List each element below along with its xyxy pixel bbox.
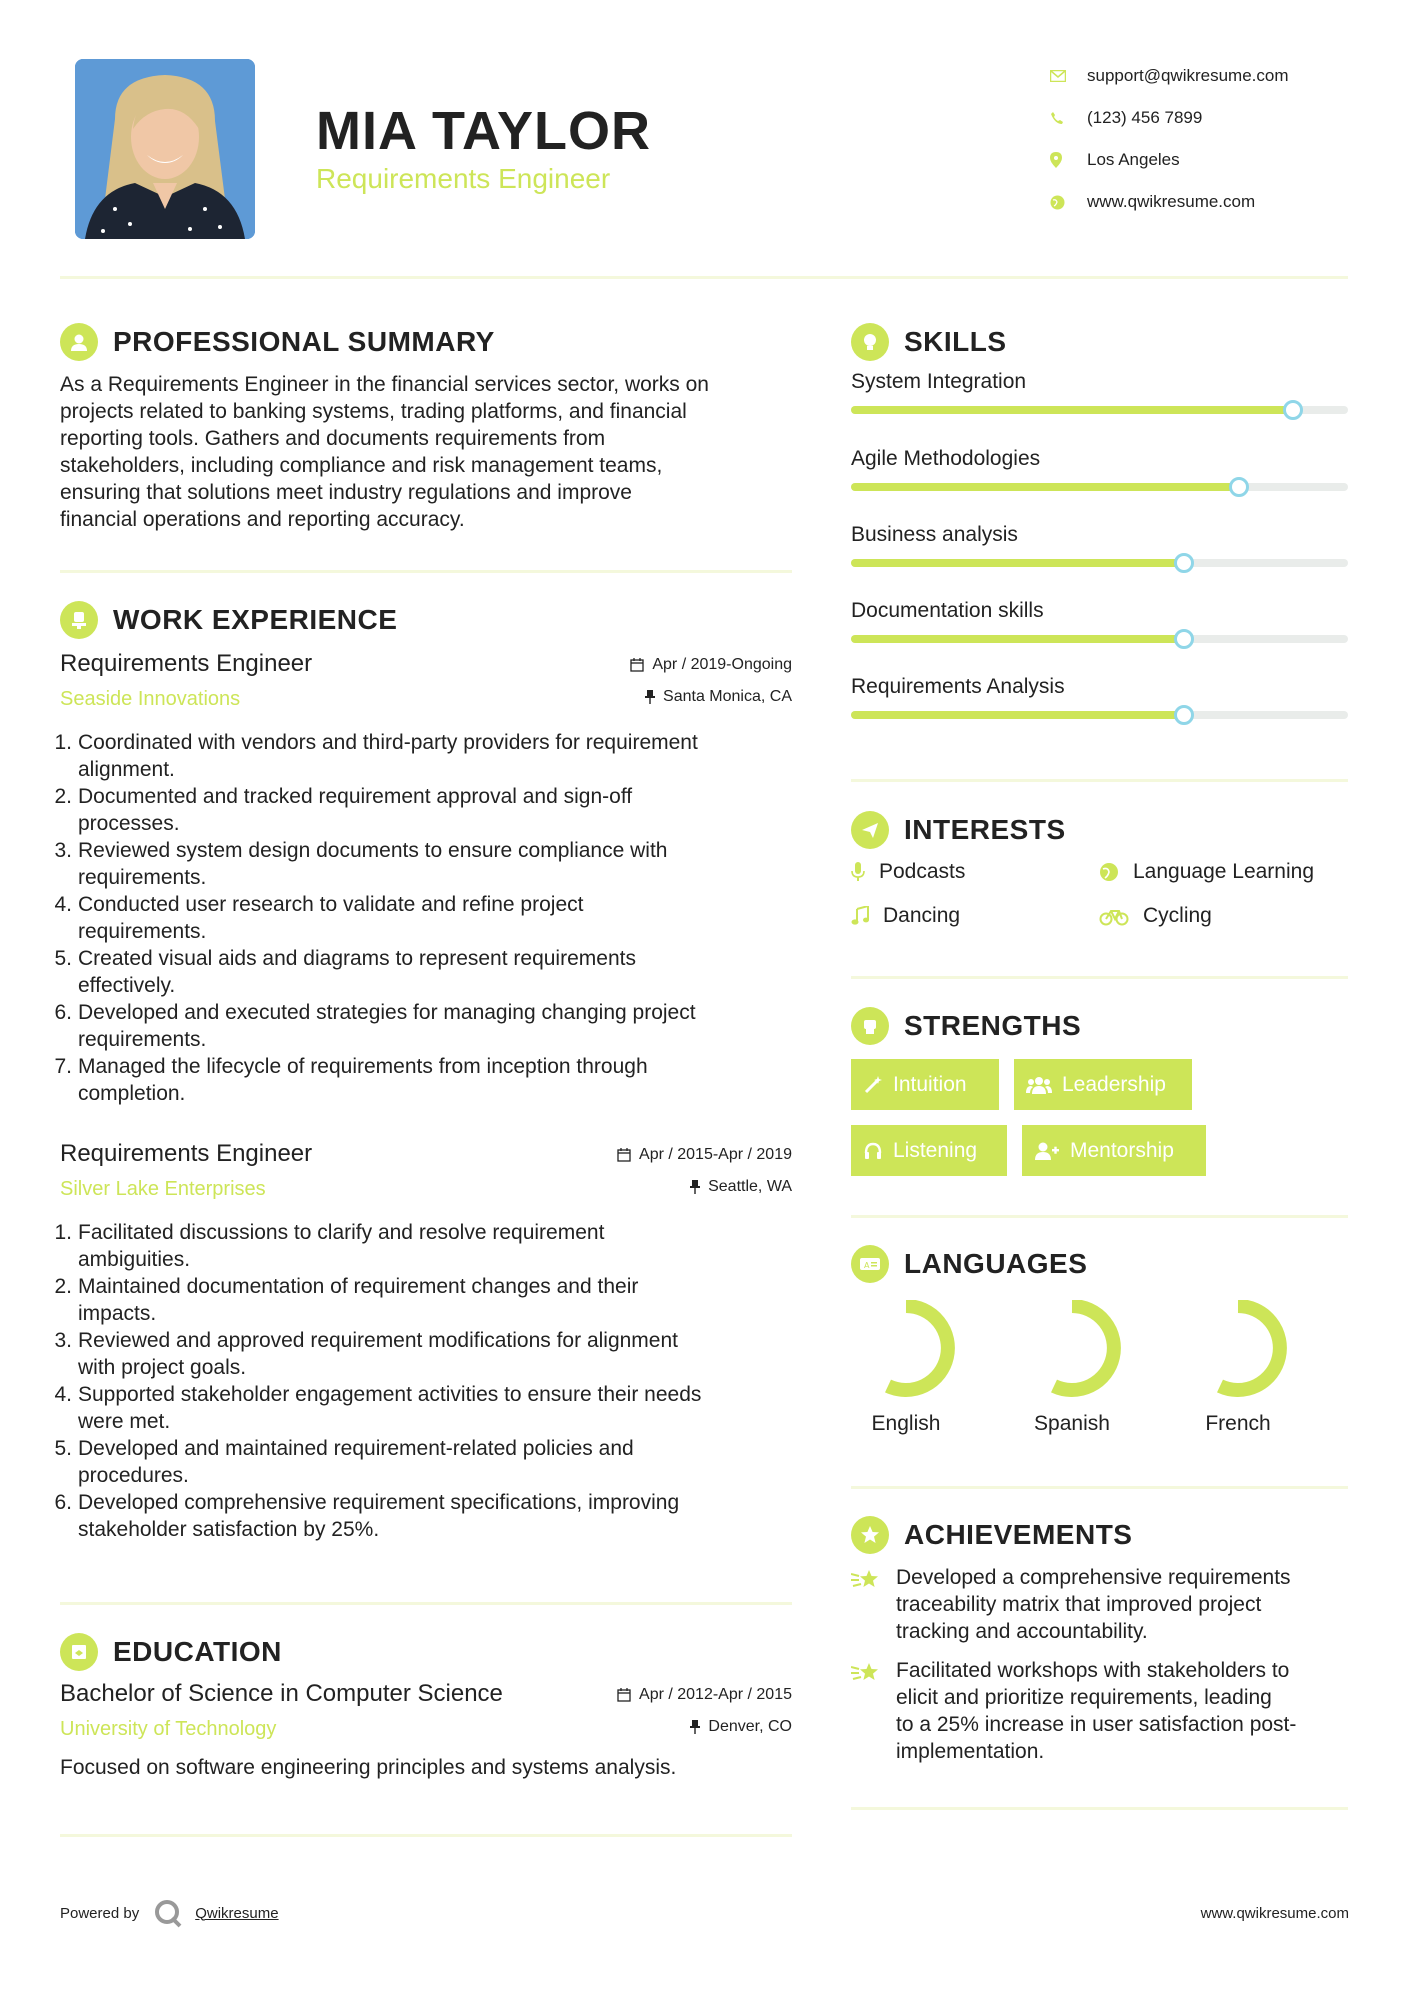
education-heading <box>60 1633 282 1671</box>
language-item <box>1012 1300 1132 1450</box>
strength-label: Leadership <box>1062 1072 1166 1096</box>
job-date <box>630 656 792 674</box>
user-plus-icon <box>1034 1141 1060 1161</box>
music-note-icon <box>851 906 869 926</box>
education-location-text: Denver, CO <box>708 1718 792 1735</box>
interest-item <box>1099 860 1314 884</box>
powered-by-text: Powered by <box>60 1904 140 1922</box>
skill-label: Requirements Analysis <box>851 675 1065 698</box>
list-item: 6. Developed and executed strategies for managing changing project requirements. <box>54 1001 696 1051</box>
interests-title: INTERESTS <box>904 814 1066 845</box>
skill-label: Business analysis <box>851 523 1018 546</box>
section-divider <box>851 779 1348 782</box>
list-item: 7. Managed the lifecycle of requirements from inception through completion. <box>54 1055 648 1105</box>
qwikresume-logo-icon <box>153 1898 183 1928</box>
languages-heading <box>851 1245 1087 1283</box>
strength-badge <box>1022 1125 1206 1176</box>
section-divider <box>851 976 1348 979</box>
interest-label: Cycling <box>1143 904 1212 927</box>
achievements-heading <box>851 1516 1132 1554</box>
education-entry <box>60 1680 792 1790</box>
education-date <box>617 1686 792 1704</box>
interests-heading <box>851 811 1066 849</box>
skill-level-fill <box>851 483 1239 491</box>
footer-website[interactable]: www.qwikresume.com <box>1200 1905 1349 1922</box>
envelope-icon <box>1050 70 1087 82</box>
list-item: 1. Coordinated with vendors and third-party providers for requirement alignment. <box>54 731 698 781</box>
education-location <box>690 1718 792 1736</box>
pushpin-icon <box>690 1720 700 1734</box>
skill-track <box>851 559 1348 567</box>
contact-phone[interactable] <box>1050 97 1370 139</box>
globe-icon <box>1099 862 1119 882</box>
section-divider <box>60 1834 792 1837</box>
job-date-text: Apr / 2015-Apr / 2019 <box>639 1146 792 1163</box>
contact-email-text: support@qwikresume.com <box>1087 66 1289 85</box>
skills-heading <box>851 323 1007 361</box>
skill-track <box>851 635 1348 643</box>
language-label: Spanish <box>1034 1412 1110 1435</box>
section-divider <box>60 570 792 573</box>
list-item: 4. Conducted user research to validate and refine project requirements. <box>54 893 584 943</box>
bicycle-icon <box>1099 906 1129 926</box>
calendar-icon <box>617 1148 631 1162</box>
lightbulb-icon <box>851 323 889 361</box>
header-divider <box>60 276 1348 279</box>
languages-title: LANGUAGES <box>904 1248 1088 1279</box>
candidate-name: MIA TAYLOR <box>316 101 652 161</box>
achievement-line: tracking and accountability. <box>896 1620 1148 1643</box>
skill-label: Agile Methodologies <box>851 447 1041 470</box>
strength-badge <box>851 1059 999 1110</box>
qwikresume-link[interactable]: Qwikresume <box>195 1904 279 1922</box>
skill-slider-knob <box>1174 629 1194 649</box>
section-divider <box>851 1215 1348 1218</box>
achievement-line: implementation. <box>896 1740 1045 1763</box>
education-date-text: Apr / 2012-Apr / 2015 <box>639 1686 792 1703</box>
list-item: 2. Documented and tracked requirement approval and sign-off processes. <box>54 785 633 835</box>
job-title: Requirements Engineer <box>60 1140 313 1167</box>
users-icon <box>1026 1075 1052 1095</box>
skill-item <box>851 447 1348 497</box>
list-item: 2. Maintained documentation of requirement changes and their impacts. <box>54 1275 639 1325</box>
skill-label: System Integration <box>851 370 1027 393</box>
interest-item <box>1099 904 1212 928</box>
job-location <box>645 688 792 706</box>
summary-line: ensuring that solutions meet industry regulations and improve <box>60 481 632 504</box>
job-company: Silver Lake Enterprises <box>60 1178 266 1200</box>
section-divider <box>851 1807 1348 1810</box>
skill-item <box>851 675 1348 725</box>
job-title: Requirements Engineer <box>60 650 313 677</box>
job-date-text: Apr / 2019-Ongoing <box>652 656 792 673</box>
contact-website-text: www.qwikresume.com <box>1087 192 1256 211</box>
calendar-icon <box>617 1688 631 1702</box>
education-title: EDUCATION <box>113 1636 282 1667</box>
skill-item <box>851 599 1348 649</box>
skill-level-fill <box>851 559 1184 567</box>
language-item <box>846 1300 966 1450</box>
shooting-star-icon <box>851 1657 896 1765</box>
job-duties <box>54 729 792 1107</box>
skills-title: SKILLS <box>904 326 1007 357</box>
list-item: 1. Facilitated discussions to clarify and resolve requirement ambiguities. <box>54 1221 605 1271</box>
contact-phone-text: (123) 456 7899 <box>1087 108 1203 127</box>
skill-level-fill <box>851 406 1293 414</box>
skill-item <box>851 370 1348 420</box>
job-location <box>690 1178 792 1196</box>
skill-slider-knob <box>1229 477 1249 497</box>
list-item: 3. Reviewed and approved requirement modifications for alignment with project goals. <box>54 1329 678 1379</box>
language-icon <box>851 1245 889 1283</box>
summary-title: PROFESSIONAL SUMMARY <box>113 326 495 357</box>
globe-icon <box>1050 195 1087 210</box>
language-item <box>1178 1300 1298 1450</box>
section-divider <box>60 1602 792 1605</box>
contact-location-text: Los Angeles <box>1087 150 1180 169</box>
skill-track <box>851 711 1348 719</box>
achievement-item <box>851 1657 1351 1765</box>
section-divider <box>851 1486 1348 1489</box>
job-company: Seaside Innovations <box>60 688 241 710</box>
summary-line: projects related to banking systems, trading platforms, and financial <box>60 400 687 423</box>
briefcase-icon <box>60 601 98 639</box>
list-item: 6. Developed comprehensive requirement specifications, improving stakeholder satisfaction by 25%. <box>54 1491 680 1541</box>
list-item: 5. Created visual aids and diagrams to represent requirements effectively. <box>54 947 636 997</box>
strengths-title: STRENGTHS <box>904 1010 1082 1041</box>
summary-line: financial operations and reporting accuracy. <box>60 508 465 531</box>
job-entry <box>54 1140 792 1560</box>
contact-website[interactable] <box>1050 181 1370 223</box>
summary-line: stakeholders, including compliance and risk management teams, <box>60 454 663 477</box>
skill-track <box>851 483 1348 491</box>
language-gauge <box>1012 1300 1132 1400</box>
headphones-icon <box>863 1141 883 1161</box>
contact-info <box>1050 55 1370 223</box>
achievements-title: ACHIEVEMENTS <box>904 1519 1133 1550</box>
shooting-star-icon <box>851 1564 896 1645</box>
pushpin-icon <box>645 690 655 704</box>
svg-text:A: A <box>864 1261 870 1270</box>
achievement-line: Facilitated workshops with stakeholders to <box>896 1659 1290 1682</box>
strength-badge <box>1014 1059 1192 1110</box>
interest-label: Language Learning <box>1133 860 1315 883</box>
footer-powered-by <box>60 1898 279 1928</box>
star-badge-icon <box>851 1516 889 1554</box>
candidate-role: Requirements Engineer <box>316 163 611 194</box>
achievement-line: traceability matrix that improved project <box>896 1593 1262 1616</box>
job-location-text: Santa Monica, CA <box>663 688 792 705</box>
language-label: French <box>1205 1412 1271 1435</box>
skill-level-fill <box>851 711 1184 719</box>
skill-slider-knob <box>1174 553 1194 573</box>
microphone-icon <box>851 862 865 882</box>
skill-track <box>851 406 1348 414</box>
strength-label: Intuition <box>893 1072 967 1096</box>
fist-icon <box>851 1007 889 1045</box>
interest-label: Dancing <box>883 904 961 927</box>
job-duties <box>54 1219 792 1543</box>
contact-location <box>1050 139 1370 181</box>
summary-line: As a Requirements Engineer in the financial services sector, works on <box>60 373 709 396</box>
strength-badge <box>851 1125 1007 1176</box>
skill-slider-knob <box>1283 400 1303 420</box>
interest-item <box>851 904 960 928</box>
language-gauge <box>1178 1300 1298 1400</box>
achievement-line: elicit and prioritize requirements, leading <box>896 1686 1272 1709</box>
list-item: 4. Supported stakeholder engagement activities to ensure their needs were met. <box>54 1383 702 1433</box>
pushpin-icon <box>690 1180 700 1194</box>
achievement-line: to a 25% increase in user satisfaction post- <box>896 1713 1297 1736</box>
job-date <box>617 1146 792 1164</box>
skill-label: Documentation skills <box>851 599 1044 622</box>
paper-plane-icon <box>851 811 889 849</box>
work-heading <box>60 601 397 639</box>
achievement-line: Developed a comprehensive requirements <box>896 1566 1291 1589</box>
job-location-text: Seattle, WA <box>708 1178 792 1195</box>
language-label: English <box>871 1412 941 1435</box>
profile-photo <box>75 59 255 239</box>
list-item: 3. Reviewed system design documents to ensure compliance with requirements. <box>54 839 668 889</box>
phone-icon <box>1050 111 1087 125</box>
summary-text <box>60 371 792 533</box>
skill-item <box>851 523 1348 573</box>
strengths-heading <box>851 1007 1081 1045</box>
work-title: WORK EXPERIENCE <box>113 604 398 635</box>
magic-wand-icon <box>863 1075 883 1095</box>
job-entry <box>54 650 792 1110</box>
interest-item <box>851 860 965 884</box>
graduation-icon <box>60 1633 98 1671</box>
language-gauge <box>846 1300 966 1400</box>
strength-label: Listening <box>893 1138 978 1162</box>
summary-line: reporting tools. Gathers and documents requirements from <box>60 427 606 450</box>
degree-title: Bachelor of Science in Computer Science <box>60 1680 503 1707</box>
map-pin-icon <box>1050 152 1087 168</box>
summary-heading <box>60 323 495 361</box>
interest-label: Podcasts <box>879 860 966 883</box>
education-description: Focused on software engineering principles and systems analysis. <box>60 1756 677 1779</box>
user-icon <box>60 323 98 361</box>
contact-email[interactable] <box>1050 55 1370 97</box>
school-name: University of Technology <box>60 1718 277 1740</box>
strength-label: Mentorship <box>1070 1138 1174 1162</box>
skill-slider-knob <box>1174 705 1194 725</box>
list-item: 5. Developed and maintained requirement-related policies and procedures. <box>54 1437 634 1487</box>
skill-level-fill <box>851 635 1184 643</box>
achievement-item <box>851 1564 1351 1645</box>
calendar-icon <box>630 658 644 672</box>
